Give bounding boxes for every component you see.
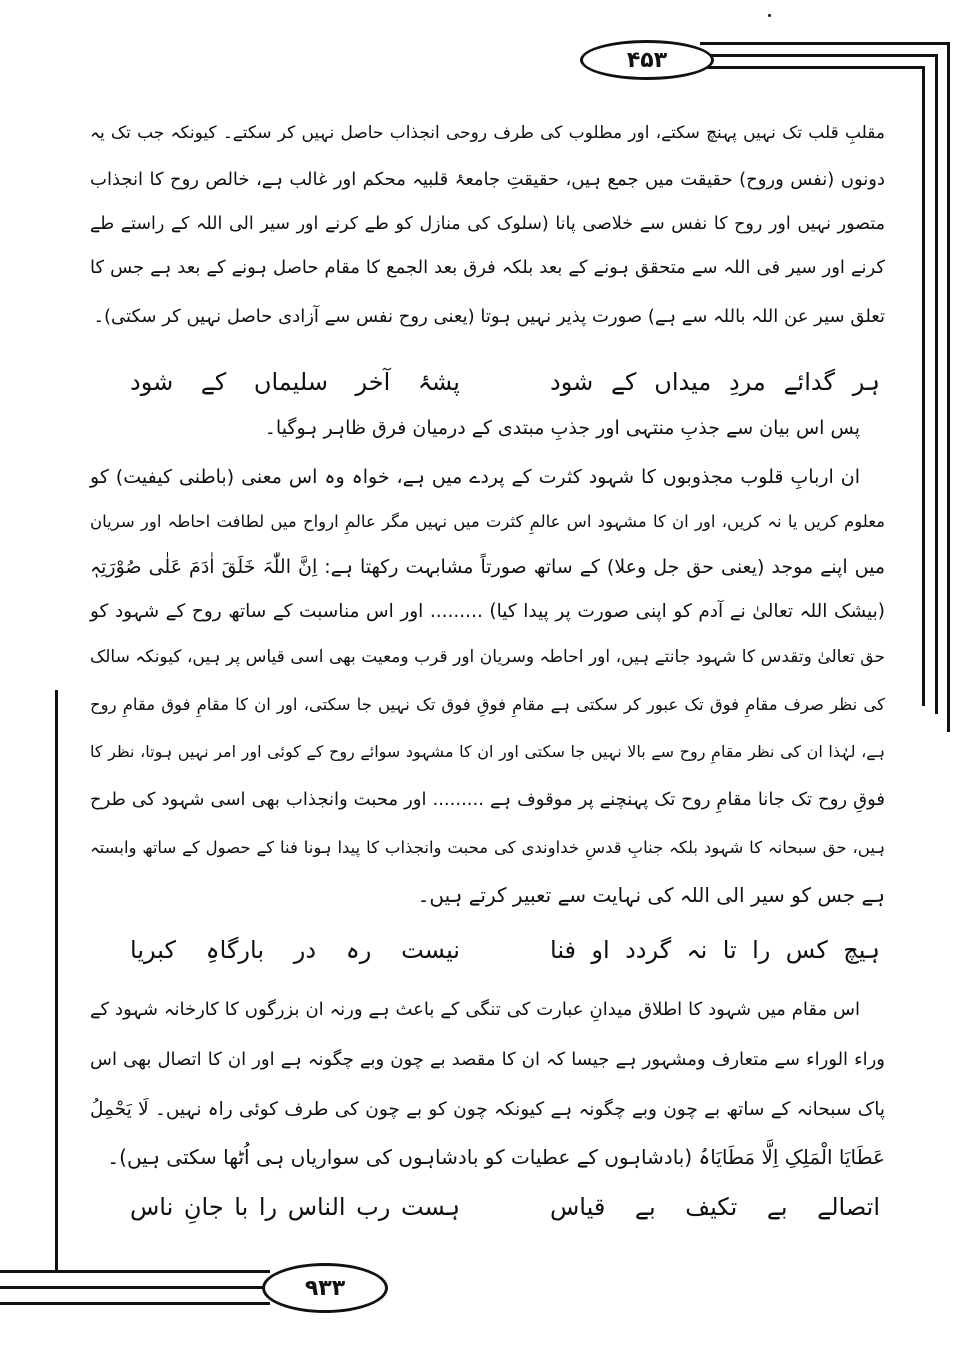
frame-line — [935, 54, 938, 714]
frame-line — [705, 54, 938, 57]
page-number-bottom: ۹۳۳ — [262, 1263, 388, 1313]
text-line: دونوں (نفس وروح) حقیقت میں جمع ہیں، حقیقتِ جامعۂ قلبیہ محکم اور غالب ہے، خالص روح کا انجذاب — [90, 169, 885, 190]
text-line: مقلبِ قلب تک نہیں پہنچ سکتے، اور مطلوب کی طرف روحی انجذاب حاصل نہیں کر سکتے۔ کیونکہ جب تک یہ — [90, 123, 885, 143]
text-line: وراء الوراء سے متعارف ومشہور ہے جیسا کہ ان کا مقصد بے چون وبے چگونہ ہے اور ان کا اتصال بھی اس — [90, 1049, 885, 1070]
frame-line — [700, 42, 950, 45]
verse-first-hemistich: اتصالے بے تکیف بے قیاس — [550, 1193, 880, 1221]
text-line: متصور نہیں اور روح کا نفس سے خلاصی پانا (سلوک کی منازل کو طے کرنے اور سیر الی اللہ کے راستے طے — [90, 214, 885, 234]
frame-line — [0, 1286, 265, 1289]
text-line: فوقِ روح تک جانا مقامِ روح تک پہنچنے پر موقوف ہے ......... اور محبت وانجذاب بھی اسی شہود کی طرح — [90, 789, 885, 810]
text-line: (بیشک اللہ تعالیٰ نے آدم کو اپنی صورت پر پیدا کیا) ......... اور اس مناسبت کے ساتھ روح کے شہود کو — [90, 601, 885, 622]
text-line: حق تعالیٰ وتقدس کا شہود جانتے ہیں، اور احاطہ وسریان اور قرب ومعیت بھی اسی قیاس پر ہیں، کیونکہ سالک — [90, 647, 885, 667]
verse-first-hemistich: ہیچ کس را تا نہ گردد او فنا — [550, 936, 880, 964]
frame-line — [0, 1270, 270, 1273]
ink-dot — [768, 14, 771, 17]
verse-second-hemistich: نیست رہ در بارگاہِ کبریا — [130, 936, 460, 964]
text-line: ان اربابِ قلوب مجذوبوں کا شہود کثرت کے پردے میں ہے، خواہ وہ اس معنی (باطنی کیفیت) کو — [90, 466, 860, 488]
verse-couplet — [130, 1189, 880, 1225]
text-line: اس مقام میں شہود کا اطلاق میدانِ عبارت کی تنگی کے باعث ہے ورنہ ان بزرگوں کا کارخانہ شہود کے — [90, 999, 860, 1020]
frame-line — [55, 690, 58, 1272]
text-line: پاک سبحانہ کے ساتھ بے چون وبے چگونہ ہے کیونکہ چون کو بے چون کی طرف کوئی راہ نہیں۔ لَا یَحْمِلُ — [90, 1099, 885, 1120]
frame-line — [947, 42, 950, 732]
text-line: پس اس بیان سے جذبِ منتہی اور جذبِ مبتدی کے درمیان فرق ظاہر ہوگیا۔ — [264, 417, 860, 439]
text-line: کرنے اور سیر فی اللہ سے متحقق ہونے کے بعد بلکہ فرق بعد الجمع کا مقام حاصل ہونے کے بعد ہے جس کا — [90, 257, 885, 278]
page-number-top: ۴۵۳ — [580, 40, 714, 80]
text-line: تعلق سیر عن اللہ باللہ سے ہے) صورت پذیر نہیں ہوتا (یعنی روح نفس سے آزادی حاصل نہیں کر سکتی)۔ — [93, 306, 885, 327]
text-line: کی نظر صرف مقامِ فوق تک عبور کر سکتی ہے مقامِ فوقِ فوق تک نہیں جا سکتی، اور ان کا مقامِ فوق مقامِ روح — [90, 695, 885, 714]
frame-line — [922, 66, 925, 706]
verse-first-hemistich: ہر گدائے مردِ میداں کے شود — [550, 368, 880, 396]
verse-couplet — [130, 932, 880, 968]
text-line: عَطَایَا الْمَلِکِ اِلَّا مَطَایَاہُ (بادشاہوں کے عطیات کو بادشاہوں کی سواریاں ہی اُٹھا سکتی ہیں)۔ — [107, 1145, 885, 1169]
frame-line — [0, 1302, 270, 1305]
verse-second-hemistich: ہست رب الناس را با جانِ ناس — [130, 1193, 460, 1221]
text-line: معلوم کریں یا نہ کریں، اور ان کا مشہود اس عالمِ کثرت میں نہیں مگر عالمِ ارواح میں لطافت احاطہ اور سریان — [90, 512, 885, 531]
text-line: ہے جس کو سیر الی اللہ کی نہایت سے تعبیر کرتے ہیں۔ — [417, 883, 885, 907]
verse-second-hemistich: پشۂ آخر سلیماں کے شود — [130, 368, 460, 396]
text-line: میں اپنے موجد (یعنی حق جل وعلا) کے ساتھ صورتاً مشابہت رکھتا ہے: اِنَّ اللّٰہَ خَلَقَ اٰدَمَ عَلٰی صُوْرَتِہٖ — [90, 556, 885, 578]
text-line: ہے، لہٰذا ان کی نظر مقامِ روح سے بالا نہیں جا سکتی اور ان کا مشہود سوائے روح کے کوئی اور امر نہیں ہوتا، نظر کا — [90, 742, 885, 761]
verse-couplet — [130, 364, 880, 400]
frame-line — [705, 66, 925, 69]
text-line: ہیں، حق سبحانہ کا شہود بلکہ جنابِ قدسِ خداوندی کی محبت وانجذاب کا پیدا ہونا فنا کے حصول کے ساتھ وابستہ — [90, 838, 885, 857]
